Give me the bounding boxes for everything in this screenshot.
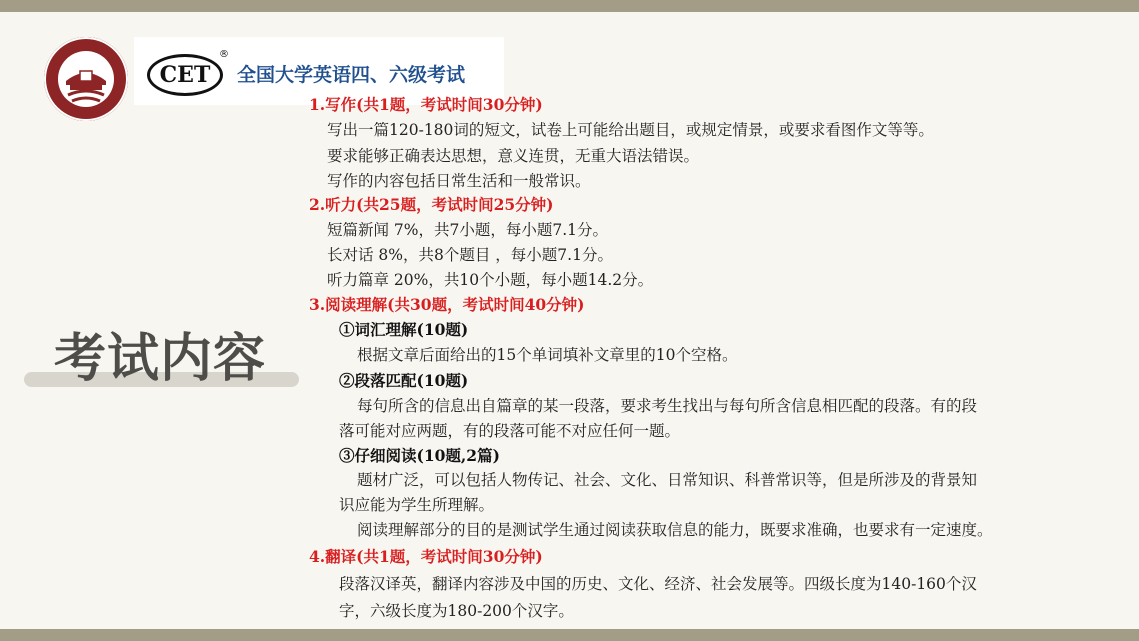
careful-reading-subtitle: ③仔细阅读(10题,2篇) [339, 446, 500, 465]
matching-subtitle: ②段落匹配(10题) [339, 371, 469, 390]
listening-line: 长对话 8%，共8个题目 ，每小题7.1分。 [327, 246, 613, 264]
writing-line: 要求能够正确表达思想，意义连贯，无重大语法错误。 [327, 147, 700, 165]
vocab-subtitle: ①词汇理解(10题) [339, 320, 469, 339]
cet-badge: CET [147, 54, 223, 96]
section-title: 考试内容 [54, 328, 267, 389]
listening-line: 短篇新闻 7%，共7小题，每小题7.1分。 [327, 221, 609, 239]
cet-title: 全国大学英语四、六级考试 [237, 64, 466, 86]
careful-reading-description: 识应能为学生所理解。 [339, 496, 495, 514]
careful-reading-description: 题材广泛，可以包括人物传记、社会、文化、日常知识、科普常识等，但是所涉及的背景知 [357, 471, 978, 489]
vocab-description: 根据文章后面给出的15个单词填补文章里的10个空格。 [357, 346, 738, 364]
translation-line: 段落汉译英，翻译内容涉及中国的历史、文化、经济、社会发展等。四级长度为140-160个汉 [339, 575, 977, 593]
reading-heading: 3.阅读理解(共30题，考试时间40分钟) [309, 295, 585, 314]
listening-heading: 2.听力(共25题，考试时间25分钟) [309, 195, 554, 214]
reading-purpose: 阅读理解部分的目的是测试学生通过阅读获取信息的能力，既要求准确，也要求有一定速度。 [357, 521, 993, 539]
writing-line: 写出一篇120-180词的短文，试卷上可能给出题目，或规定情景，或要求看图作文等等。 [327, 121, 934, 139]
writing-heading: 1.写作(共1题，考试时间30分钟) [309, 95, 543, 114]
registered-mark: ® [219, 49, 229, 60]
translation-line: 字，六级长度为180-200个汉字。 [339, 602, 574, 620]
writing-line: 写作的内容包括日常生活和一般常识。 [327, 172, 591, 190]
translation-heading: 4.翻译(共1题，考试时间30分钟) [309, 547, 543, 566]
matching-description: 落可能对应两题，有的段落可能不对应任何一题。 [339, 422, 681, 440]
listening-line: 听力篇章 20%，共10个小题，每小题14.2分。 [327, 271, 654, 289]
matching-description: 每句所含的信息出自篇章的某一段落，要求考生找出与每句所含信息相匹配的段落。有的段 [357, 397, 978, 415]
